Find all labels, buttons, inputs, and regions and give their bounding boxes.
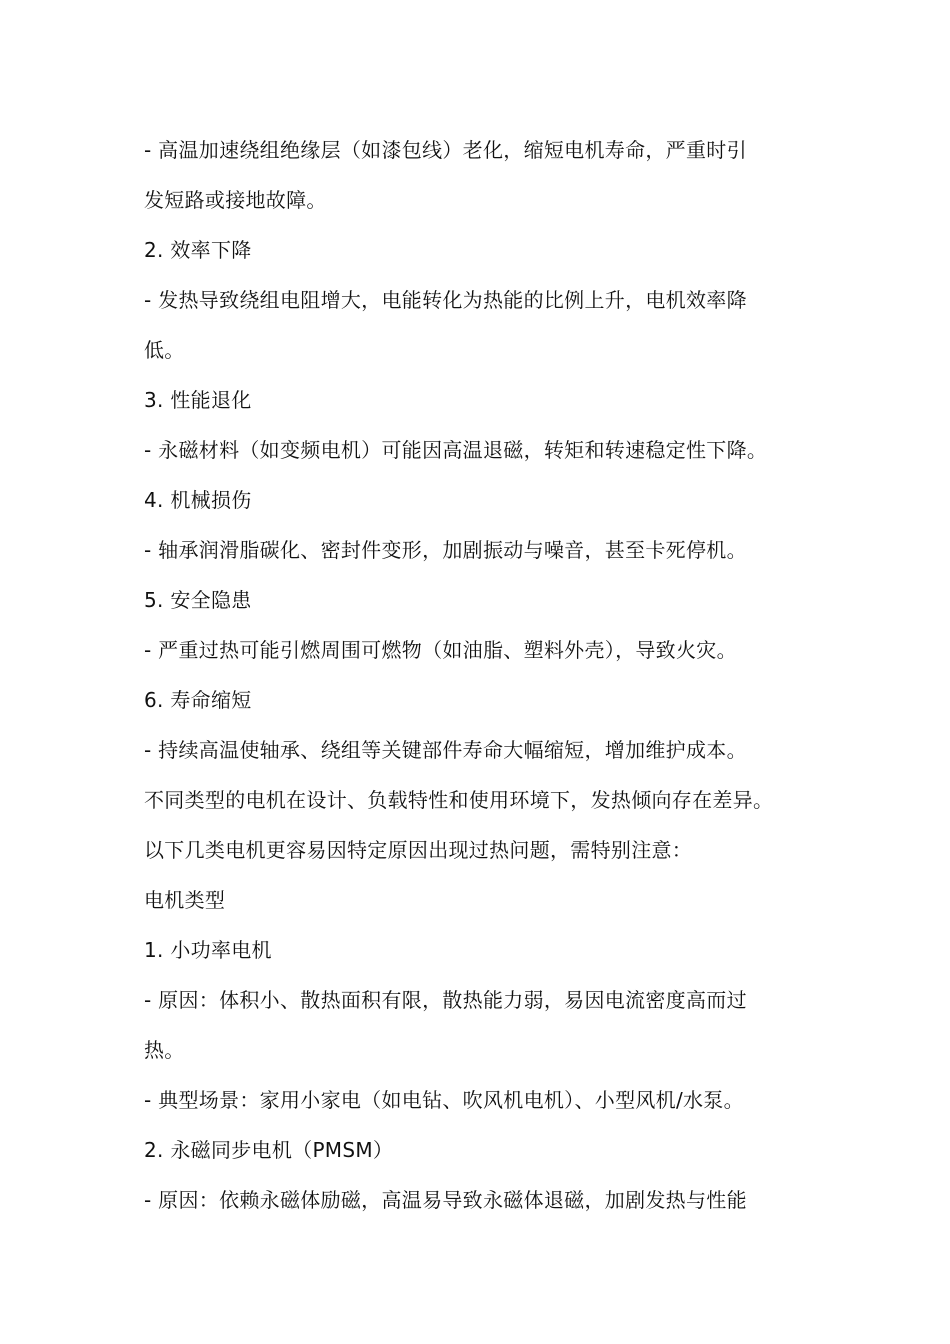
heading-small-power-motor: 1. 小功率电机 [144, 938, 272, 962]
bullet-lifespan-shortening: - 持续高温使轴承、绕组等关键部件寿命大幅缩短，增加维护成本。 [144, 738, 747, 762]
bullet-efficiency-drop: - 发热导致绕组电阻增大，电能转化为热能的比例上升，电机效率降 [144, 288, 747, 312]
bullet-small-power-cause-continued: 热。 [144, 1038, 185, 1062]
paragraph-motor-types-intro: 不同类型的电机在设计、负载特性和使用环境下，发热倾向存在差异。 [144, 788, 774, 812]
bullet-insulation-aging: - 高温加速绕组绝缘层（如漆包线）老化，缩短电机寿命，严重时引 [144, 138, 747, 162]
bullet-efficiency-drop-continued: 低。 [144, 338, 185, 362]
heading-safety-hazard: 5. 安全隐患 [144, 588, 252, 612]
bullet-mechanical-damage: - 轴承润滑脂碳化、密封件变形，加剧振动与噪音，甚至卡死停机。 [144, 538, 747, 562]
paragraph-motor-types-intro-continued: 以下几类电机更容易因特定原因出现过热问题，需特别注意： [144, 838, 693, 862]
heading-efficiency-drop: 2. 效率下降 [144, 238, 252, 262]
bullet-performance-degradation: - 永磁材料（如变频电机）可能因高温退磁，转矩和转速稳定性下降。 [144, 438, 768, 462]
bullet-safety-hazard: - 严重过热可能引燃周围可燃物（如油脂、塑料外壳），导致火灾。 [144, 638, 737, 662]
bullet-pmsm-cause: - 原因：依赖永磁体励磁，高温易导致永磁体退磁，加剧发热与性能 [144, 1188, 747, 1212]
heading-lifespan-shortening: 6. 寿命缩短 [144, 688, 252, 712]
bullet-insulation-aging-continued: 发短路或接地故障。 [144, 188, 327, 212]
bullet-small-power-scenario: - 典型场景：家用小家电（如电钻、吹风机电机）、小型风机/水泵。 [144, 1088, 744, 1112]
heading-mechanical-damage: 4. 机械损伤 [144, 488, 252, 512]
heading-pmsm: 2. 永磁同步电机（PMSM） [144, 1138, 394, 1162]
heading-performance-degradation: 3. 性能退化 [144, 388, 252, 412]
bullet-small-power-cause: - 原因：体积小、散热面积有限，散热能力弱，易因电流密度高而过 [144, 988, 747, 1012]
section-title-motor-types: 电机类型 [144, 888, 226, 912]
